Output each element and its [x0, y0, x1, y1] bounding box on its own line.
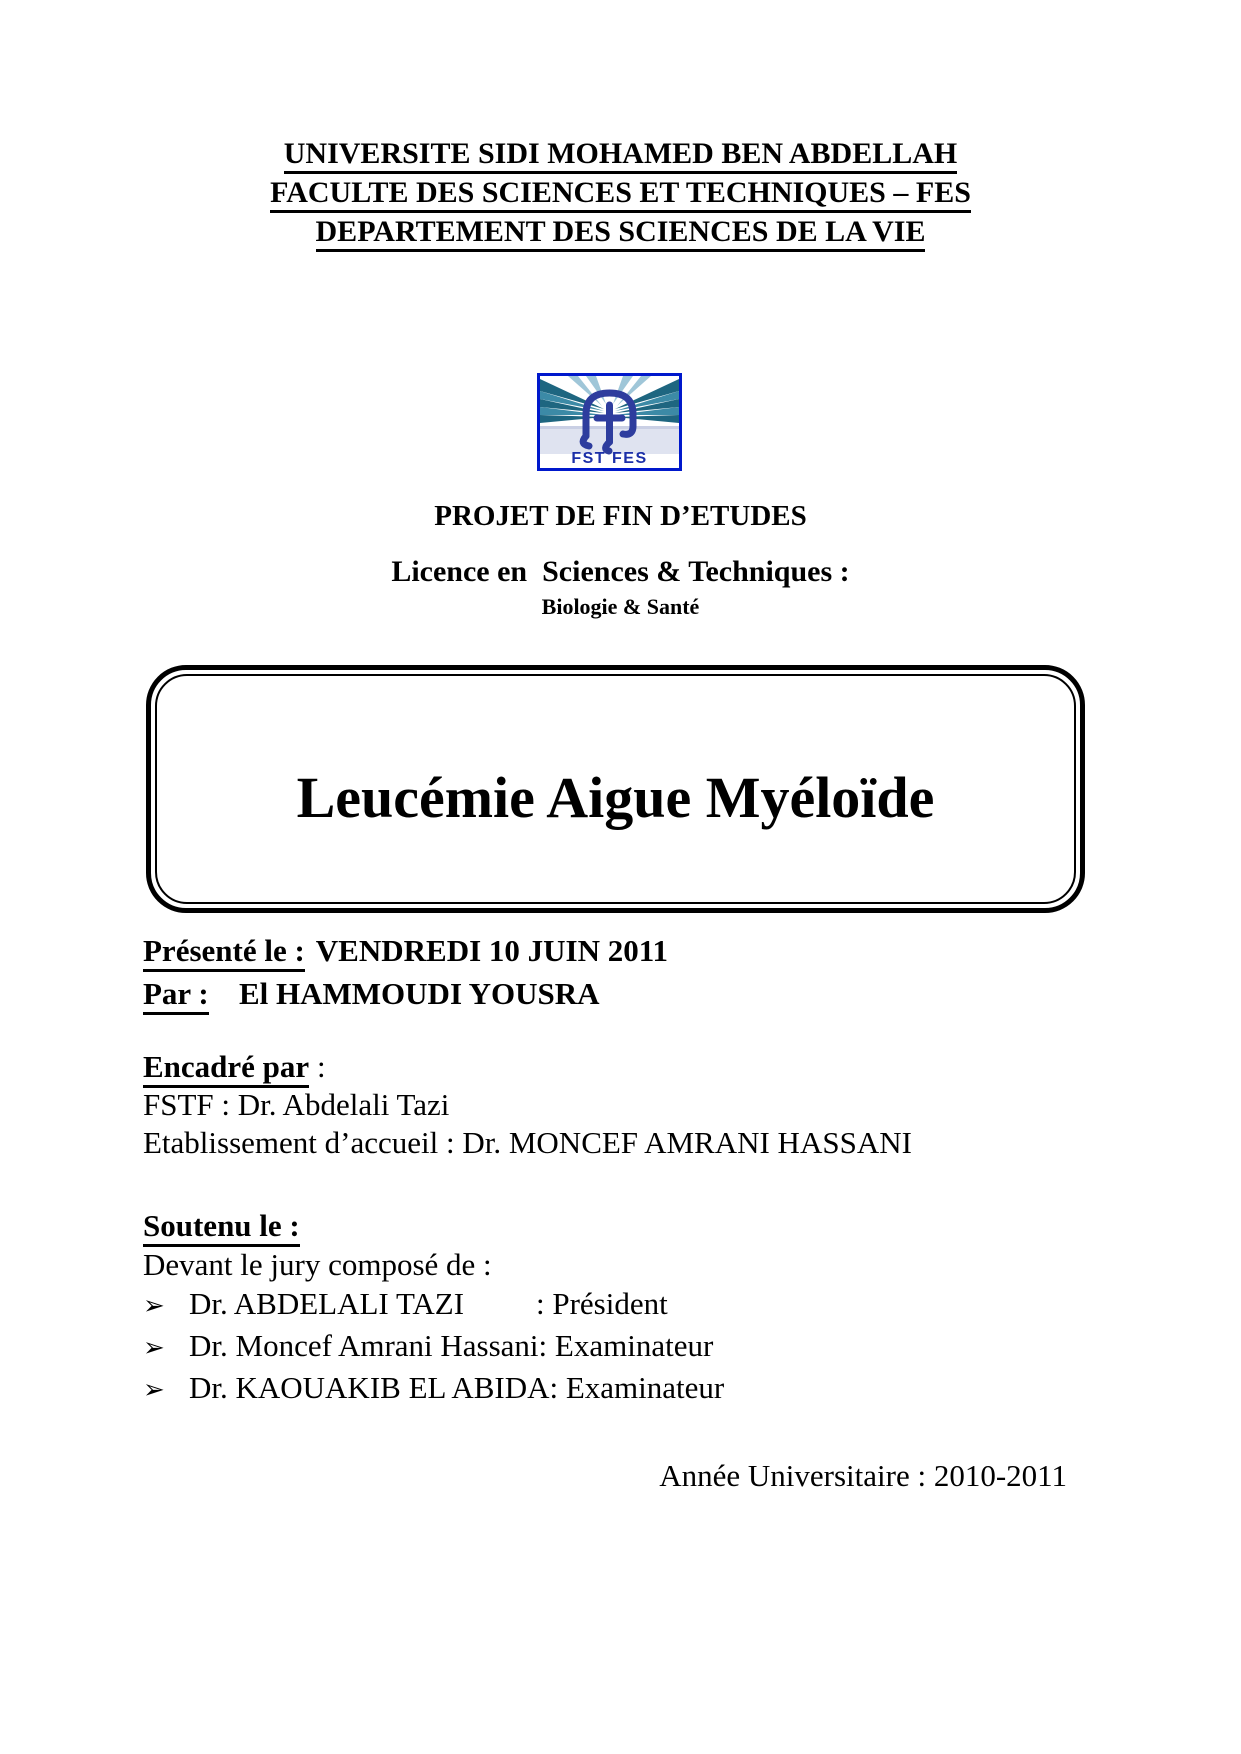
author-label: Par :: [143, 976, 209, 1015]
jury-member-role: : Examinateur: [538, 1328, 714, 1363]
defense-block: [143, 1206, 724, 1410]
fst-fes-logo: [537, 373, 682, 471]
presented-line: [143, 929, 668, 972]
defense-label-line: [143, 1206, 724, 1245]
department-name-line: [0, 212, 1241, 251]
jury-member-row: [143, 1368, 724, 1410]
presentation-block: [143, 929, 668, 1015]
title-box-inner-border: [155, 674, 1076, 904]
arrow-bullet-icon: ➢: [143, 1291, 165, 1321]
arrow-bullet-icon: ➢: [143, 1333, 165, 1363]
author-name: El HAMMOUDI YOUSRA: [239, 976, 600, 1011]
supervisor-fstf-line: FSTF : Dr. Abdelali Tazi: [143, 1087, 450, 1122]
university-name: UNIVERSITE SIDI MOHAMED BEN ABDELLAH: [284, 137, 957, 174]
author-line: [143, 972, 668, 1015]
supervisor-host-line: Etablissement d’accueil : Dr. MONCEF AMRANI HASSANI: [143, 1125, 912, 1160]
title-box: [146, 665, 1085, 913]
university-header: [0, 134, 1241, 251]
faculty-name-line: [0, 173, 1241, 212]
author-label-cell: [143, 972, 239, 1015]
supervision-label-line: [143, 1048, 912, 1086]
jury-member-role: : Président: [536, 1286, 668, 1321]
jury-member-name: Dr. Moncef Amrani Hassani: [189, 1328, 539, 1363]
jury-member-name: Dr. ABDELALI TAZI: [189, 1286, 465, 1321]
department-name: DEPARTEMENT DES SCIENCES DE LA VIE: [316, 215, 926, 252]
degree-line: Licence en Sciences & Techniques :: [391, 555, 850, 588]
faculty-name: FACULTE DES SCIENCES ET TECHNIQUES – FES: [270, 176, 971, 213]
jury-member-name: Dr. KAOUAKIB EL ABIDA: [189, 1370, 550, 1405]
supervision-colon: :: [309, 1049, 326, 1084]
specialty-line: Biologie & Santé: [541, 594, 700, 619]
jury-intro-line: Devant le jury composé de :: [143, 1247, 492, 1282]
arrow-bullet-icon: ➢: [143, 1375, 165, 1405]
project-type: PROJET DE FIN D’ETUDES: [434, 500, 807, 532]
academic-year: Année Universitaire : 2010-2011: [659, 1458, 1067, 1493]
presented-label: Présenté le :: [143, 933, 305, 972]
fst-fes-logo-text: FST FES: [571, 450, 648, 467]
report-title: Leucémie Aigue Myéloïde: [296, 764, 935, 830]
jury-member-role: : Examinateur: [549, 1370, 725, 1405]
supervision-label: Encadré par: [143, 1049, 309, 1088]
supervision-block: [143, 1048, 912, 1162]
university-name-line: [0, 134, 1241, 173]
defense-label: Soutenu le :: [143, 1208, 300, 1247]
jury-member-row: [143, 1326, 724, 1368]
fst-fes-logo-image: [540, 376, 679, 468]
jury-member-row: [143, 1284, 724, 1326]
presented-date: VENDREDI 10 JUIN 2011: [315, 933, 669, 968]
